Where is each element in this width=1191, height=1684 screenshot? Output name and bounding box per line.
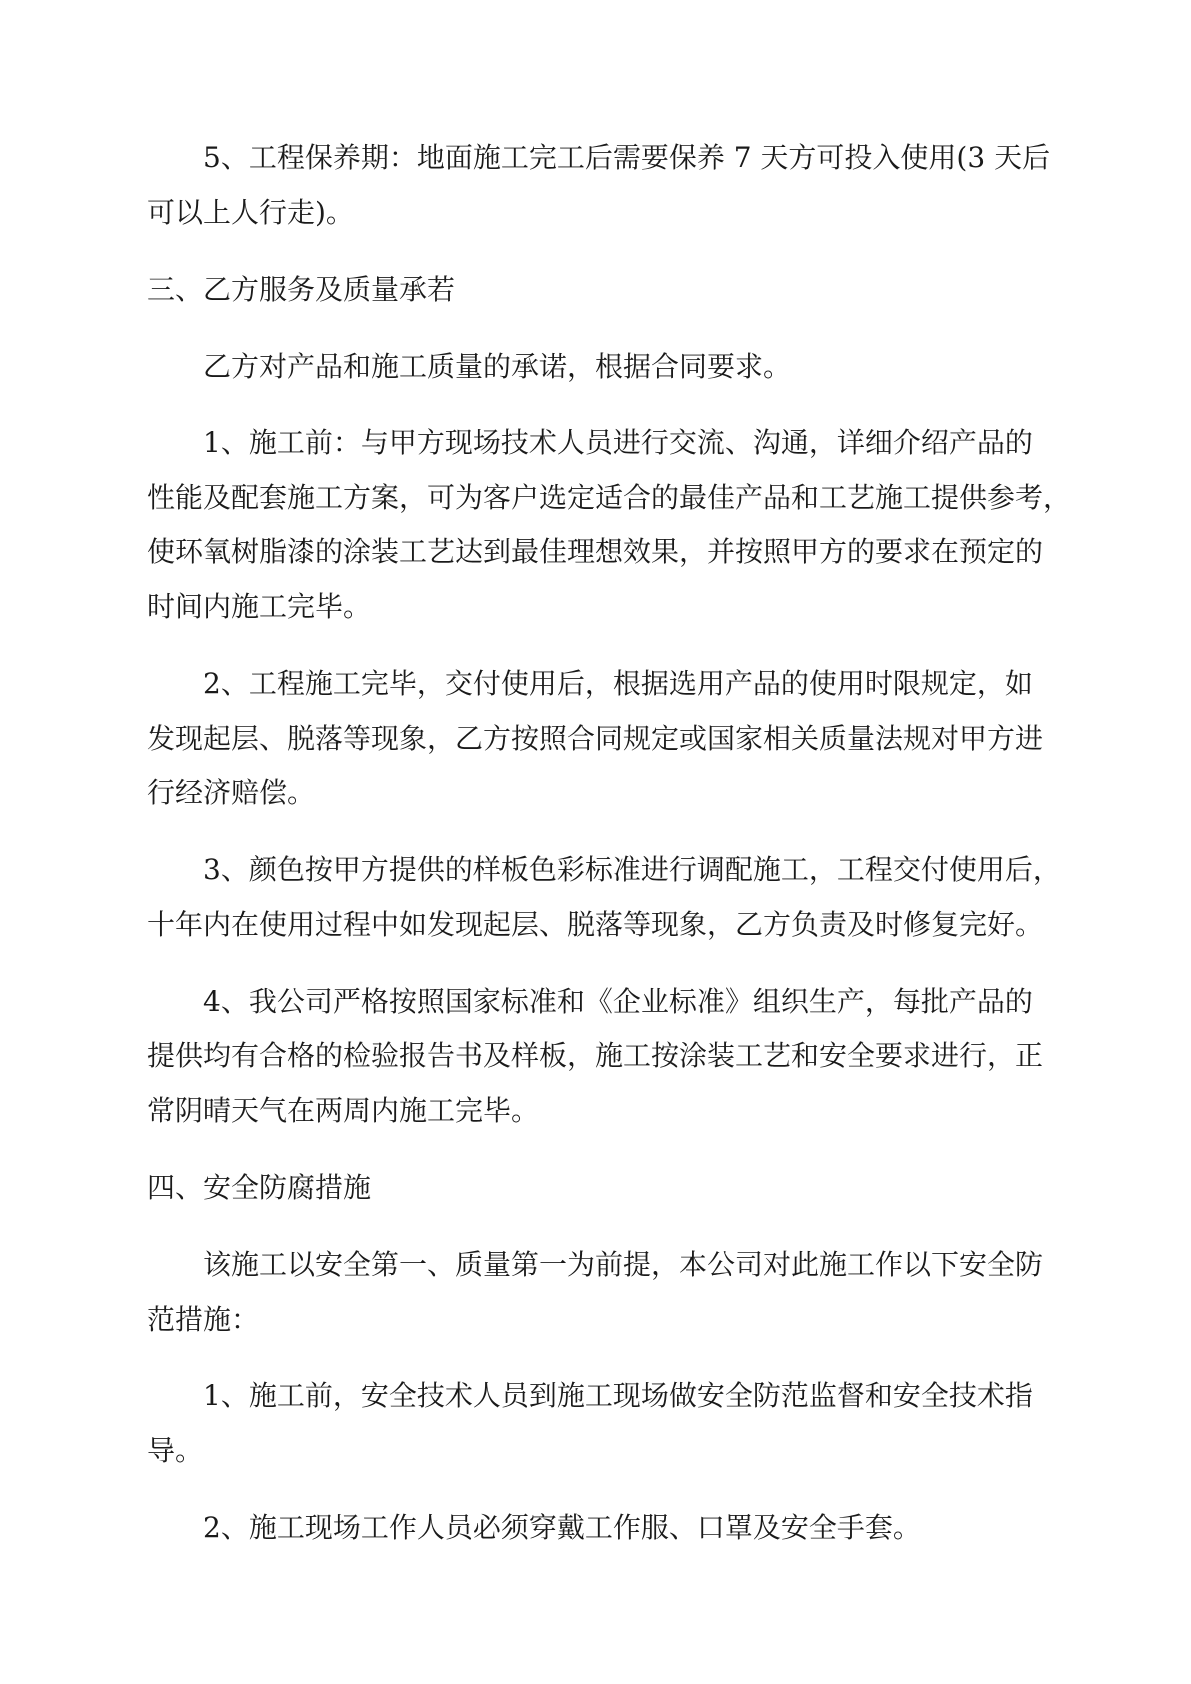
- paragraph-line: 发现起层、脱落等现象，乙方按照合同规定或国家相关质量法规对甲方进: [147, 722, 1044, 755]
- paragraph-line: 乙方对产品和施工质量的承诺，根据合同要求。: [203, 350, 792, 383]
- paragraph-line: 常阴晴天气在两周内施工完毕。: [147, 1094, 540, 1127]
- section-heading: 三、乙方服务及质量承若: [147, 273, 456, 306]
- paragraph-line: 行经济赔偿。: [147, 776, 316, 809]
- paragraph-line: 范措施：: [147, 1303, 260, 1336]
- paragraph-line: 2、施工现场工作人员必须穿戴工作服、口罩及安全手套。: [203, 1511, 921, 1544]
- paragraph-line: 1、施工前：与甲方现场技术人员进行交流、沟通，详细介绍产品的: [203, 426, 1033, 459]
- paragraph-line: 5、工程保养期：地面施工完工后需要保养 7 天方可投入使用(3 天后: [203, 141, 1051, 174]
- paragraph-line: 时间内施工完毕。: [147, 590, 372, 623]
- paragraph-line: 提供均有合格的检验报告书及样板，施工按涂装工艺和安全要求进行，正: [147, 1039, 1044, 1072]
- paragraph-line: 3、颜色按甲方提供的样板色彩标准进行调配施工，工程交付使用后，: [203, 853, 1061, 886]
- paragraph-line: 该施工以安全第一、质量第一为前提，本公司对此施工作以下安全防: [203, 1248, 1044, 1281]
- paragraph-line: 可以上人行走)。: [147, 196, 354, 229]
- paragraph-line: 十年内在使用过程中如发现起层、脱落等现象，乙方负责及时修复完好。: [147, 908, 1044, 941]
- paragraph-line: 导。: [147, 1434, 204, 1467]
- paragraph-line: 性能及配套施工方案，可为客户选定适合的最佳产品和工艺施工提供参考，: [147, 481, 1072, 514]
- paragraph-line: 使环氧树脂漆的涂装工艺达到最佳理想效果，并按照甲方的要求在预定的: [147, 535, 1044, 568]
- paragraph-line: 2、工程施工完毕，交付使用后，根据选用产品的使用时限规定，如: [203, 667, 1033, 700]
- paragraph-line: 1、施工前，安全技术人员到施工现场做安全防范监督和安全技术指: [203, 1379, 1033, 1412]
- section-heading: 四、安全防腐措施: [147, 1171, 372, 1204]
- paragraph-line: 4、我公司严格按照国家标准和《企业标准》组织生产，每批产品的: [203, 985, 1033, 1018]
